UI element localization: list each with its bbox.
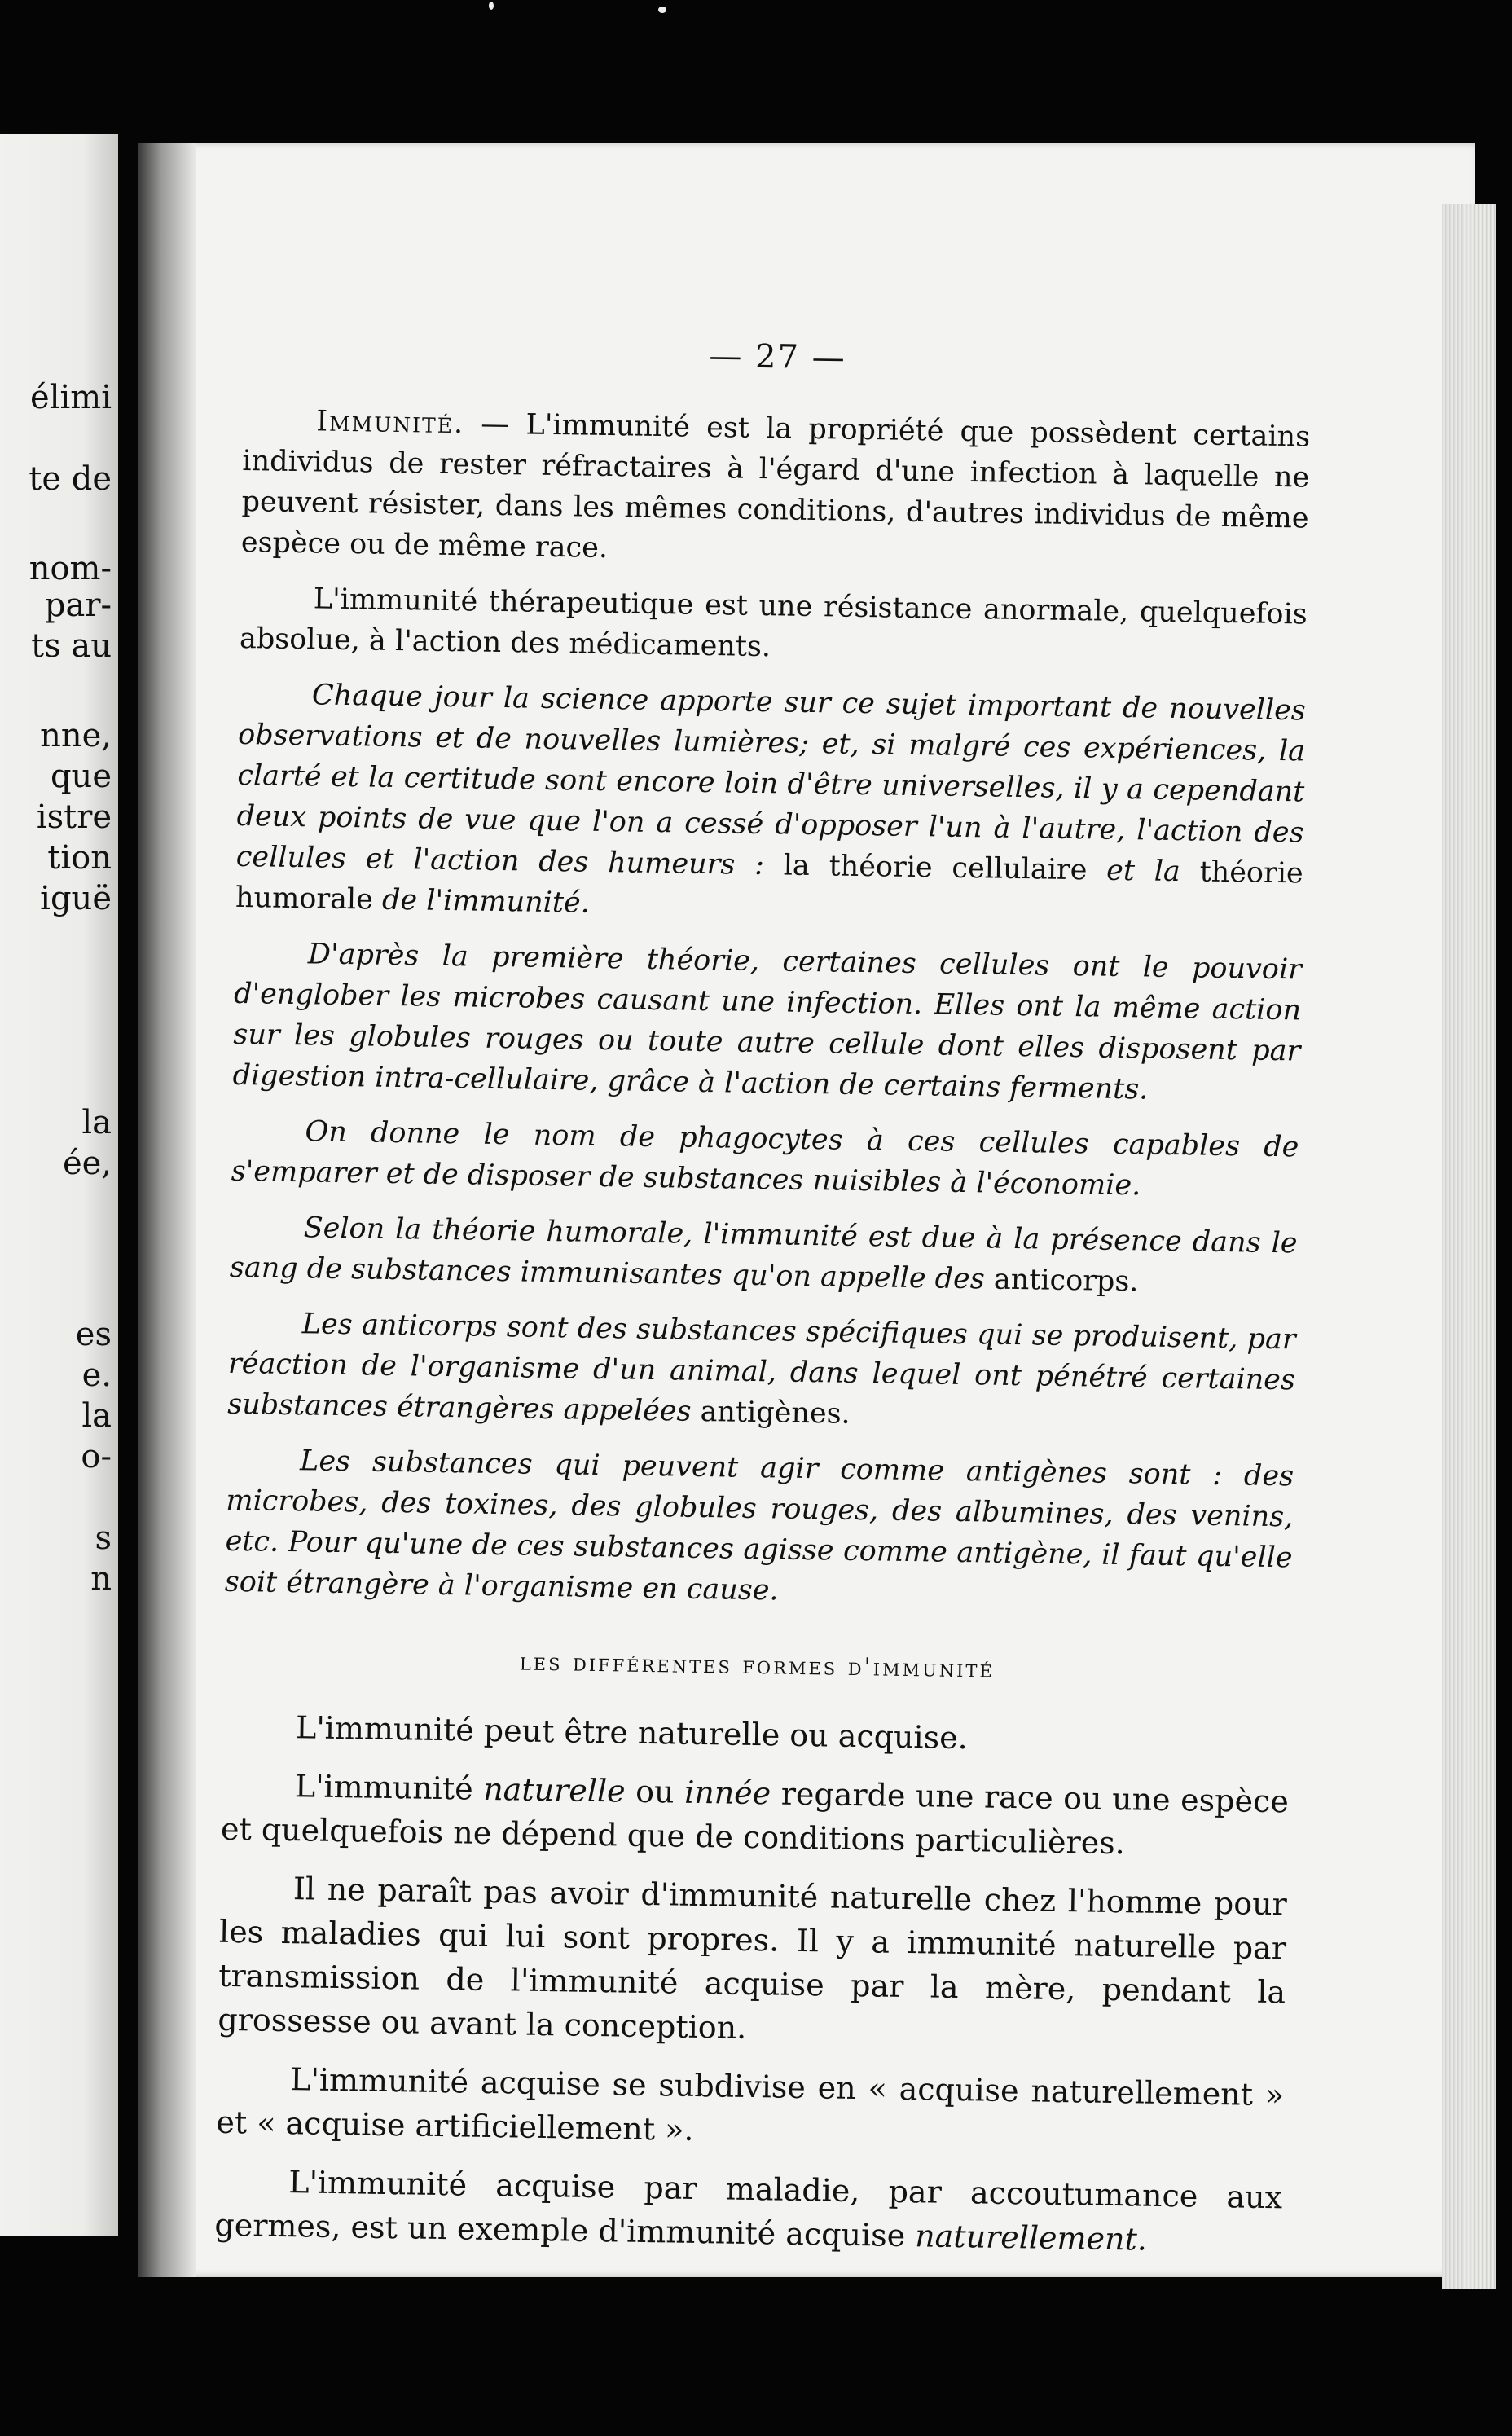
paragraph-maladie [214,2159,1283,2264]
page-content [214,330,1312,2278]
paragraph-naturelle-acquise: L'immunité peut être naturelle ou acquise. [295,1709,969,1757]
roman-text: L'immunité acquise par maladie, par accoutumance aux germes, est un exemple d'immunité acquise [214,2164,1283,2254]
paragraph-subdivise: L'immunité acquise se subdivise en « acquise naturellement » et « acquise artificiellement ». [216,2061,1285,2148]
italic-text: innée [683,1774,771,1812]
paragraph-homme: Il ne paraît pas avoir d'immunité naturelle chez l'homme pour les maladies qui lui sont propres. Il y a immunité naturelle par transmission de l'immunité acquise par la mère, pendant la grossesse ou avant la conception. [218,1871,1288,2046]
page-edge [1442,204,1496,2289]
section-title-immunite: Immunité. [315,405,465,441]
left-fragment: la [81,1104,112,1141]
left-fragment: élimi [30,379,112,416]
page-gutter [138,143,196,2277]
left-fragment: tion [47,839,112,877]
roman-text: ou [625,1773,685,1810]
roman-text: regarde une race ou une espèce et quelquefois ne dépend que de conditions particulières. [220,1775,1290,1862]
paragraph-anticorps [227,1303,1296,1442]
left-fragment: ts au [31,627,112,665]
roman-text: antigènes. [691,1395,851,1431]
italic-text: naturelle [482,1770,626,1809]
italic-text: Chaque jour la science apporte sur ce sujet important de nouvelles observations et de nouvelles lumières; et, si malgré ces expériences, la clarté et la certitude sont encore loin d'être universelles, il y a cependant deux points de vue que l'on a cessé d'opposer l'un à l'autre, l'action des cellules et l'action des humeurs : [235,679,1307,882]
left-fragment: n [90,1560,112,1598]
left-fragment: nom- [29,550,112,587]
roman-text: anticorps. [984,1263,1139,1299]
paragraph-humorale [230,1207,1298,1305]
paragraph-immunite [241,400,1311,580]
left-fragment: es [75,1316,112,1353]
left-fragment: que [50,758,112,795]
section-body [214,1704,1290,2263]
left-fragment: te de [29,460,112,498]
italic-text: et la [1105,854,1181,889]
paragraph-antigenes: Les substances qui peuvent agir comme antigènes sont : des microbes, des toxines, des globules rouges, des albumines, des venins, etc. Pour qu'une de ces substances agisse comme antigène, il faut qu'elle soit étrangère à l'organisme en cause. [224,1444,1294,1607]
paragraph-science [235,674,1307,935]
paragraph-therapeutique: L'immunité thérapeutique est une résistance anormale, quelquefois absolue, à l'action des médicaments. [239,583,1308,664]
left-fragment: iguë [40,880,112,917]
left-fragment: nne, [40,717,112,754]
left-fragment: o- [81,1438,112,1475]
roman-text: la théorie cellulaire [763,849,1107,887]
roman-text: L'immunité [294,1768,484,1807]
italic-text: de l'immunité. [381,883,591,920]
paragraph-text: — L'immunité est la propriété que possèdent certains individus de rester réfractaires à l'égard d'une infection à laquelle ne peuvent résister, dans les mêmes conditions, d'autres individus de même espèce ou de même race. [240,407,1311,565]
section-heading: les différentes formes d'immunité [519,1647,996,1684]
page-number: — 27 — [709,336,847,377]
left-page-fragment [0,134,118,2236]
roman-text: théorie humorale [235,855,1303,917]
italic-text: Selon la théorie humorale, l'immunité est due à la présence dans le sang de substances immunisantes qu'on appelle des [229,1211,1298,1296]
paragraph-phagocytes: On donne le nom de phagocytes à ces cellules capables de s'emparer et de disposer de substances nuisibles à l'économie. [231,1115,1299,1203]
left-fragment: s [94,1519,112,1557]
italic-text: naturellement. [914,2218,1148,2258]
italic-text: Les anticorps sont des substances spécifiques qui se produisent, par réaction de l'organisme d'un animal, dans lequel ont pénétré certaines substances étrangères appelées [226,1308,1297,1428]
left-fragment: par- [44,587,112,624]
left-fragment: e. [81,1357,112,1394]
paragraph-premiere-theorie: D'après la première théorie, certaines cellules ont le pouvoir d'englober les microbes causant une infection. Elles ont la même action sur les globules rouges ou toute autre cellule dont elles disposent par digestion intra-cellulaire, grâce à l'action de certains ferments. [232,938,1303,1106]
scan-speck [658,7,666,13]
paragraph-innee [221,1763,1290,1868]
left-fragment: istre [36,798,112,836]
scan-speck [489,2,494,10]
left-fragment: la [81,1397,112,1435]
left-fragment: ée, [62,1145,112,1182]
